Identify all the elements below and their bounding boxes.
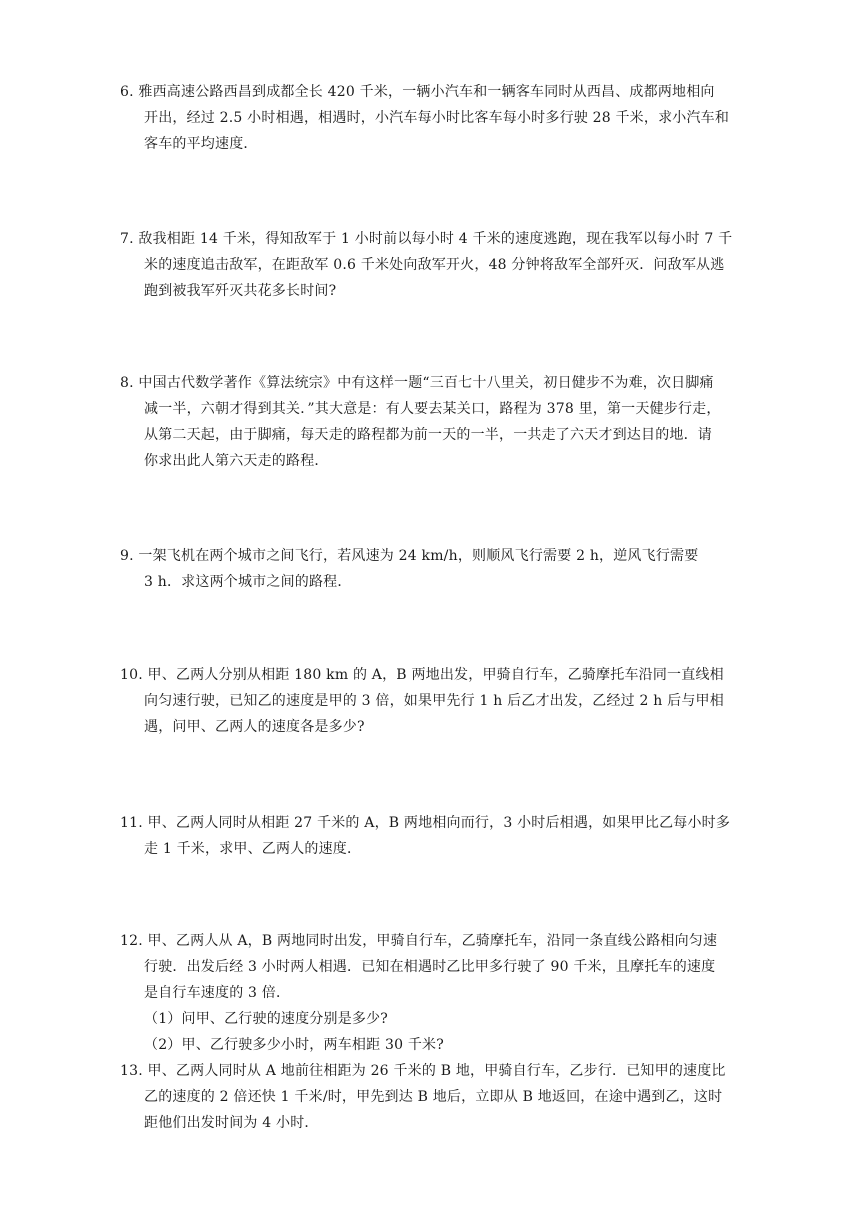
problem-13 (120, 1058, 760, 1136)
problem-12 (120, 928, 760, 1058)
problem-line: 走 1 千米，求甲、乙两人的速度． (144, 841, 362, 857)
problem-line: 是自行车速度的 3 倍． (144, 985, 291, 1001)
problem-subquestion: （2）甲、乙行驶多少小时，两车相距 30 千米? (144, 1037, 444, 1053)
problem-11 (120, 810, 760, 862)
problem-subquestion: （1）问甲、乙行驶的速度分别是多少? (144, 1011, 389, 1027)
problem-line: 减一半，六朝才得到其关．”其大意是：有人要去某关口，路程为 378 里，第一天健步行走， (144, 401, 721, 417)
problem-line: 行驶．出发后经 3 小时两人相遇．已知在相遇时乙比甲多行驶了 90 千米，且摩托车的速度 (144, 959, 716, 975)
problem-line: 10. 甲、乙两人分别从相距 180 km 的 A，B 两地出发，甲骑自行车，乙骑摩托车沿同一直线相 (120, 667, 724, 683)
problem-line: 跑到被我军歼灭共花多长时间? (144, 283, 337, 299)
problem-8 (120, 370, 760, 474)
problem-line: 米的速度追击敌军，在距敌军 0.6 千米处向敌军开火，48 分钟将敌军全部歼灭．问敌军从逃 (144, 257, 725, 273)
problem-9 (120, 543, 760, 595)
problem-line: 8. 中国古代数学著作《算法统宗》中有这样一题“三百七十八里关，初日健步不为难，次日脚痛 (120, 375, 714, 391)
problem-line: 距他们出发时间为 4 小时． (144, 1115, 319, 1131)
problem-line: 乙的速度的 2 倍还快 1 千米/时，甲先到达 B 地后，立即从 B 地返回，在途中遇到乙，这时 (144, 1089, 723, 1105)
problem-line: 12. 甲、乙两人从 A，B 两地同时出发，甲骑自行车，乙骑摩托车，沿同一条直线公路相向匀速 (120, 933, 718, 949)
problem-line: 13. 甲、乙两人同时从 A 地前往相距为 26 千米的 B 地，甲骑自行车，乙步行．已知甲的速度比 (120, 1063, 726, 1079)
problem-line: 你求出此人第六天走的路程． (144, 453, 329, 469)
problem-10 (120, 662, 760, 740)
problem-line: 7. 敌我相距 14 千米，得知敌军于 1 小时前以每小时 4 千米的速度逃跑，现在我军以每小时 7 千 (120, 231, 733, 247)
problem-line: 9. 一架飞机在两个城市之间飞行，若风速为 24 km/h，则顺风飞行需要 2 h，逆风飞行需要 (120, 548, 699, 564)
problem-line: 11. 甲、乙两人同时从相距 27 千米的 A，B 两地相向而行，3 小时后相遇，如果甲比乙每小时多 (120, 815, 731, 831)
problem-line: 6. 雅西高速公路西昌到成都全长 420 千米，一辆小汽车和一辆客车同时从西昌、成都两地相向 (120, 84, 715, 100)
problem-line: 从第二天起，由于脚痛，每天走的路程都为前一天的一半，一共走了六天才到达目的地．请 (144, 427, 712, 443)
problem-line: 向匀速行驶，已知乙的速度是甲的 3 倍，如果甲先行 1 h 后乙才出发，乙经过 2 h 后与甲相 (144, 693, 724, 709)
problem-line: 3 h．求这两个城市之间的路程． (144, 574, 352, 590)
problem-line: 客车的平均速度． (144, 136, 258, 152)
problem-6 (120, 79, 760, 157)
problem-line: 遇，问甲、乙两人的速度各是多少? (144, 719, 365, 735)
problem-7 (120, 226, 760, 304)
problem-line: 开出，经过 2.5 小时相遇，相遇时，小汽车每小时比客车每小时多行驶 28 千米，求小汽车和 (144, 110, 730, 126)
